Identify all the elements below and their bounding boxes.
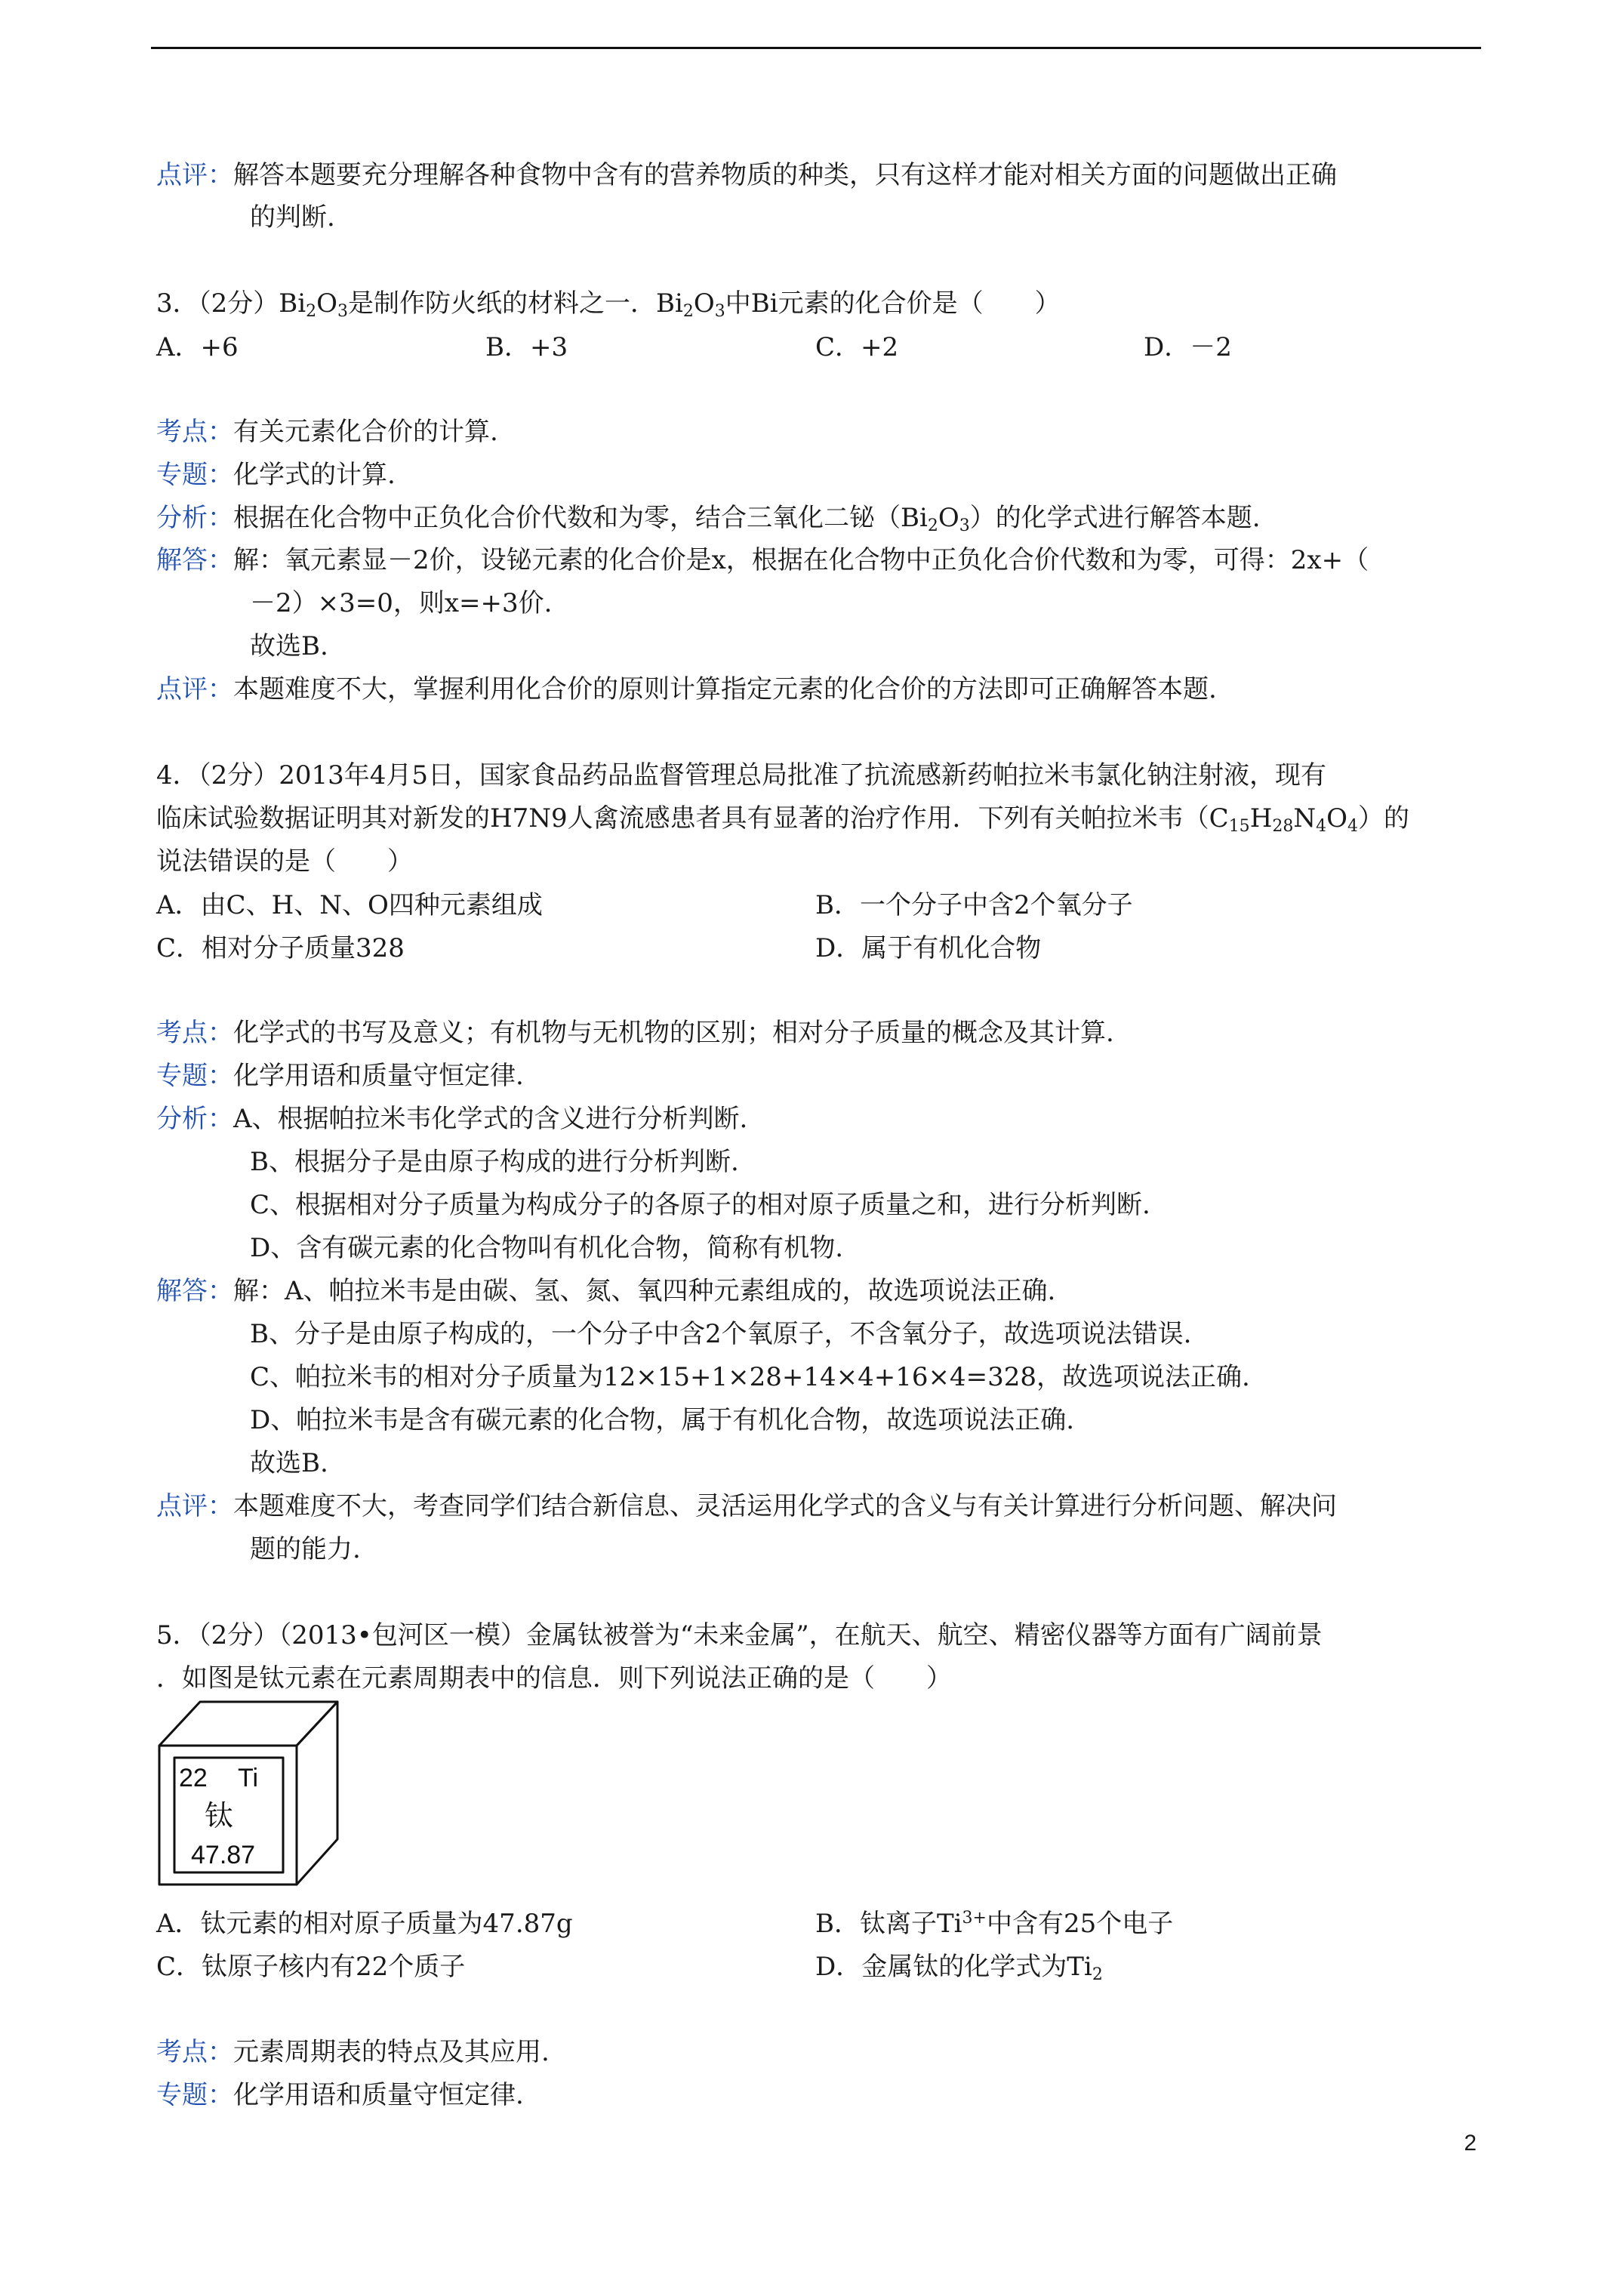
q3-kaodian [156,417,498,447]
ti-atomic-number: 22 [179,1764,208,1792]
q4-zhuanti-text: 化学用语和质量守恒定律. [233,1061,524,1091]
q5-option-d [815,1952,1103,1982]
q4-fenxi-line4: D、含有碳元素的化合物叫有机化合物，简称有机物. [250,1233,844,1263]
q4-stem-2a: 临床试验数据证明其对新发的H7N9人禽流感患者具有显著的治疗作用．下列有关帕拉米韦（C [156,803,1229,834]
ti-symbol: Ti [238,1764,259,1792]
q3-option-c: C．+2 [815,332,899,362]
q5-kaodian-label: 考点： [156,2037,233,2067]
q5-stem-line1: 5．（2分）（2013•包河区一模）金属钛被誉为“未来金属”，在航天、航空、精密仪器等方面有广阔前景 [156,1620,1323,1650]
q3-zhuanti [156,460,396,490]
q3-zhuanti-label: 专题： [156,460,233,490]
titanium-element-figure [156,1699,345,1888]
q3-stem [156,288,1061,319]
q5-zhuanti-label: 专题： [156,2080,233,2110]
q4-option-d: D．属于有机化合物 [815,933,1042,963]
q5-kaodian [156,2037,550,2067]
q3-stem-e: 中Bi元素的化合价是（ ） [725,288,1061,319]
q4-jieda-line5: 故选B. [250,1448,328,1478]
q5-option-d-a: D．金属钛的化学式为Ti [815,1952,1092,1982]
q3-stem-sub3: 2 [682,302,694,321]
q3-stem-a: 3．（2分）Bi [156,288,306,319]
q3-stem-sub2: 3 [337,302,348,321]
q5-kaodian-text: 元素周期表的特点及其应用. [233,2037,550,2067]
q3-fenxi [156,503,1261,533]
q2-dianping-line2: 的判断. [250,202,335,233]
q4-dianping-text1: 本题难度不大，考查同学们结合新信息、灵活运用化学式的含义与有关计算进行分析问题、解决问 [233,1491,1337,1521]
q2-dianping-text: 解答本题要充分理解各种食物中含有的营养物质的种类，只有这样才能对相关方面的问题做出正确 [233,160,1337,190]
q4-stem-2e: ）的 [1357,803,1409,834]
q3-jieda-label: 解答： [156,545,233,575]
q5-zhuanti-text: 化学用语和质量守恒定律. [233,2080,524,2110]
q3-stem-c: 是制作防火纸的材料之一．Bi [348,288,683,319]
q4-fenxi-label: 分析： [156,1104,233,1134]
q4-stem-2s1: 15 [1228,817,1250,836]
q4-stem-2s3: 4 [1316,817,1327,836]
q4-stem-2s2: 28 [1272,817,1294,836]
q3-fenxi-b: O [938,503,959,533]
q4-option-b: B．一个分子中含2个氧分子 [815,890,1133,920]
q4-zhuanti-label: 专题： [156,1061,233,1091]
q4-kaodian [156,1018,1114,1048]
q3-kaodian-label: 考点： [156,417,233,447]
q4-stem-line3: 说法错误的是（ ） [156,846,413,877]
q3-dianping-label: 点评： [156,674,233,704]
q5-option-b-a: B．钛离子Ti [815,1909,962,1939]
q4-jieda-line2: B、分子是由原子构成的，一个分子中含2个氧原子，不含氧分子，故选项说法错误. [250,1319,1192,1349]
q4-kaodian-label: 考点： [156,1018,233,1048]
q4-jieda-line4: D、帕拉米韦是含有碳元素的化合物，属于有机化合物，故选项说法正确. [250,1405,1075,1435]
q3-zhuanti-text: 化学式的计算. [233,460,396,490]
q4-stem-line2 [156,803,1409,834]
q4-fenxi-text1: A、根据帕拉米韦化学式的含义进行分析判断. [233,1104,748,1134]
q3-dianping [156,674,1217,704]
q3-fenxi-sub2: 3 [959,516,970,535]
header-rule [151,47,1481,49]
q4-dianping-line2: 题的能力. [250,1534,361,1564]
q4-stem-line1: 4．（2分）2013年4月5日，国家食品药品监督管理总局批准了抗流感新药帕拉米韦氯化钠注射液，现有 [156,760,1327,791]
ti-atomic-mass: 47.87 [191,1841,256,1869]
q5-stem-line2: ．如图是钛元素在元素周期表中的信息．则下列说法正确的是（ ） [156,1663,952,1693]
q5-option-b [815,1909,1173,1939]
q4-dianping-line1 [156,1491,1337,1521]
q3-stem-sub4: 3 [714,302,725,321]
q3-dianping-text: 本题难度不大，掌握利用化合价的原则计算指定元素的化合价的方法即可正确解答本题. [233,674,1217,704]
q3-jieda-text1: 解：氧元素显－2价，设铋元素的化合价是x，根据在化合物中正负化合价代数和为零，可得：2x+（ [233,545,1369,575]
q3-jieda-line1 [156,545,1369,575]
q3-kaodian-text: 有关元素化合价的计算. [233,417,498,447]
q4-stem-2d: O [1326,803,1347,834]
q3-stem-sub1: 2 [306,302,317,321]
q3-option-d: D．－2 [1144,332,1232,362]
q2-dianping-label: 点评： [156,160,233,190]
q4-fenxi-line1 [156,1104,747,1134]
q3-fenxi-sub1: 2 [927,516,938,535]
q4-dianping-label: 点评： [156,1491,233,1521]
q4-stem-2s4: 4 [1347,817,1358,836]
q3-stem-d: O [693,288,715,319]
q3-stem-b: O [316,288,337,319]
q5-option-c: C．钛原子核内有22个质子 [156,1952,466,1982]
q4-stem-2c: N [1293,803,1317,834]
q4-option-c: C．相对分子质量328 [156,933,405,963]
q3-jieda-line3: 故选B. [250,631,328,661]
q4-fenxi-line2: B、根据分子是由原子构成的进行分析判断. [250,1147,739,1177]
q3-option-a: A．+6 [156,332,239,362]
q3-fenxi-c: ）的化学式进行解答本题. [969,503,1261,533]
q4-kaodian-text: 化学式的书写及意义；有机物与无机物的区别；相对分子质量的概念及其计算. [233,1018,1114,1048]
q4-jieda-line1 [156,1276,1055,1306]
q4-stem-2b: H [1249,803,1273,834]
q5-option-d-sub: 2 [1092,1965,1103,1984]
q4-fenxi-line3: C、根据相对分子质量为构成分子的各原子的相对原子质量之和，进行分析判断. [250,1190,1150,1220]
q5-option-a: A．钛元素的相对原子质量为47.87g [156,1909,573,1939]
q4-jieda-line3: C、帕拉米韦的相对分子质量为12×15+1×28+14×4+16×4=328，故选项说法正确. [250,1362,1250,1392]
q3-jieda-line2: －2）×3=0，则x=+3价. [250,588,553,618]
q3-fenxi-a: 根据在化合物中正负化合价代数和为零，结合三氧化二铋（Bi [233,503,928,533]
q2-dianping-line1 [156,160,1337,190]
q5-zhuanti [156,2080,524,2110]
ti-name: 钛 [205,1799,234,1832]
q4-option-a: A．由C、H、N、O四种元素组成 [156,890,543,920]
q4-zhuanti [156,1061,524,1091]
q4-jieda-text1: 解：A、帕拉米韦是由碳、氢、氮、氧四种元素组成的，故选项说法正确. [233,1276,1056,1306]
q5-option-b-b: 中含有25个电子 [986,1909,1174,1939]
q5-option-b-sup: 3+ [962,1909,987,1928]
q3-option-b: B．+3 [485,332,568,362]
page-number: 2 [1464,2131,1477,2156]
q4-jieda-label: 解答： [156,1276,233,1306]
q3-fenxi-label: 分析： [156,503,233,533]
